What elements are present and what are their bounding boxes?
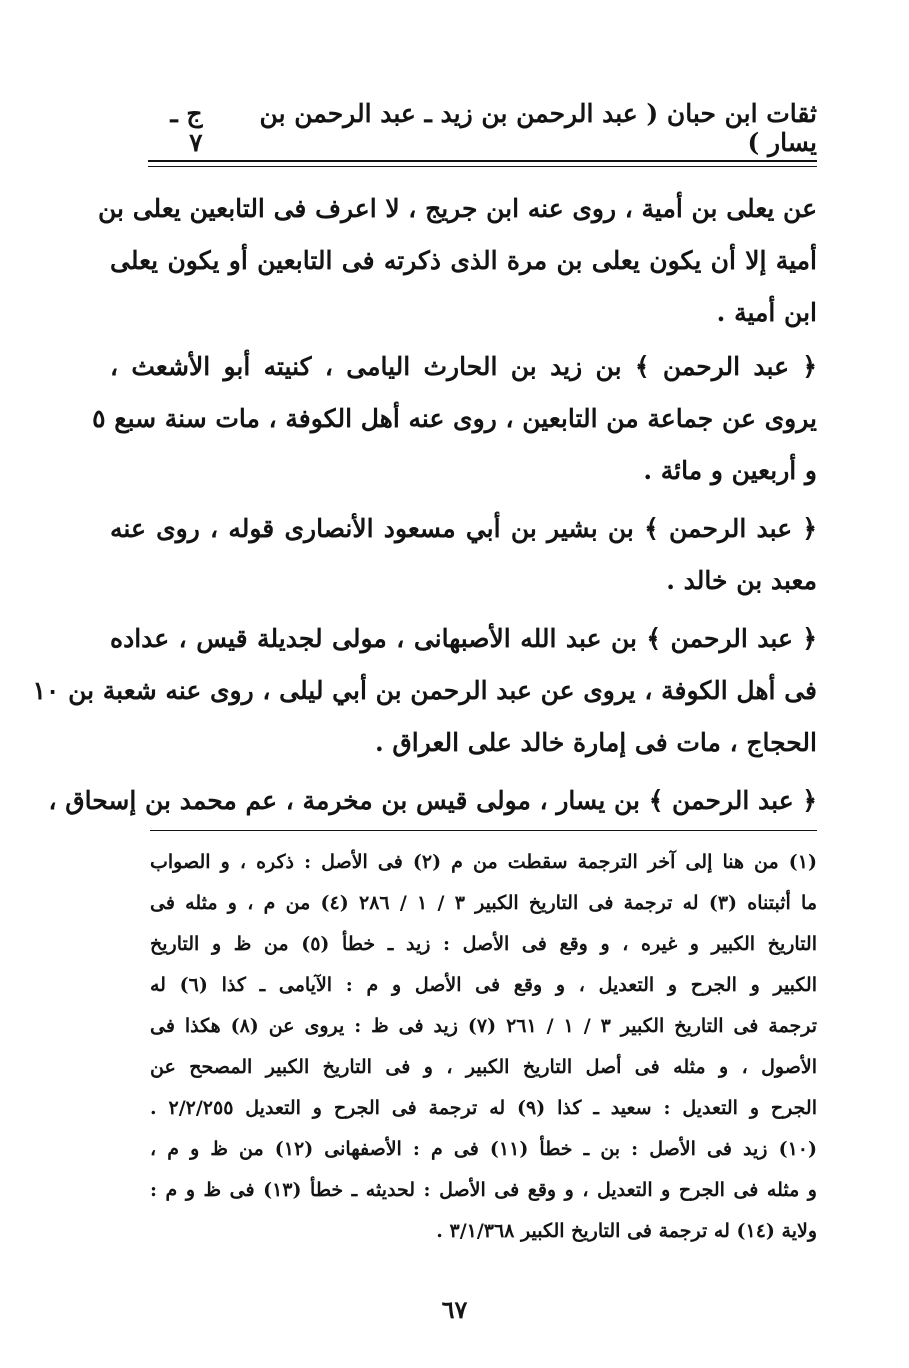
volume-indicator: ج ـ ٧: [170, 99, 203, 157]
body-line: ابن أمية .: [716, 298, 817, 327]
body-line: فى أهل الكوفة ، يروى عن عبد الرحمن بن أبي ليلى ، روى عنه شعبة بن ١٠: [32, 676, 817, 705]
body-line: الحجاج ، مات فى إمارة خالد على العراق .: [374, 728, 817, 757]
footnote-line: (١٠) زيد فى الأصل : بن ـ خطأ (١١) فى م : الأصفهانى (١٢) من ظ و م ،: [150, 1138, 817, 1160]
footnote-line: الأصول ، و مثله فى أصل التاريخ الكبير ، و فى التاريخ الكبير المصحح عن: [150, 1056, 817, 1078]
body-line: ﴿ عبد الرحمن ﴾ بن عبد الله الأصبهانى ، مولى لجديلة قيس ، عداده: [110, 624, 817, 653]
footnote-line: ما أثبتناه (٣) له ترجمة فى التاريخ الكبير ٣ / ١ / ٢٨٦ (٤) من م ، و مثله فى: [150, 892, 818, 914]
footnote-line: التاريخ الكبير و غيره ، و وقع فى الأصل : زيد ـ خطأ (٥) من ظ و التاريخ: [150, 933, 818, 955]
body-line: عن يعلى بن أمية ، روى عنه ابن جريج ، لا اعرف فى التابعين يعلى بن: [98, 194, 817, 223]
footnote-line: الكبير و الجرح و التعديل ، و وقع فى الأصل و م : الآيامى ـ كذا (٦) له: [150, 974, 817, 996]
body-line: أمية إلا أن يكون يعلى بن مرة الذى ذكرته فى التابعين أو يكون يعلى: [110, 246, 817, 275]
body-line: يروى عن جماعة من التابعين ، روى عنه أهل الكوفة ، مات سنة سبع ٥: [92, 404, 817, 433]
footnote-line: ولاية (١٤) له ترجمة فى التاريخ الكبير ٣/١/٣٦٨ .: [436, 1220, 817, 1242]
footnote-separator: [150, 830, 817, 831]
footnotes: [150, 842, 817, 1252]
page-number: ٦٧: [441, 1295, 468, 1324]
footnote-line: و مثله فى الجرح و التعديل ، و وقع فى الأصل : لحديثه ـ خطأ (١٣) فى ظ و م :: [150, 1179, 817, 1201]
main-text: [32, 183, 817, 827]
body-line: ﴿ عبد الرحمن ﴾ بن يسار ، مولى قيس بن مخرمة ، عم محمد بن إسحاق ،: [48, 786, 817, 815]
header-rule-thin: [148, 166, 817, 167]
body-line: ﴿ عبد الرحمن ﴾ بن بشير بن أبي مسعود الأنصارى قوله ، روى عنه: [110, 514, 817, 543]
header-rule-thick: [148, 160, 817, 162]
body-line: معبد بن خالد .: [666, 566, 817, 595]
footnote-line: الجرح و التعديل : سعيد ـ كذا (٩) له ترجمة فى الجرح و التعديل ٢/٢/٢٥٥ .: [150, 1097, 817, 1119]
body-line: ﴿ عبد الرحمن ﴾ بن زيد بن الحارث اليامى ، كنيته أبو الأشعث ،: [110, 352, 817, 381]
body-line: و أربعين و مائة .: [643, 456, 817, 485]
header-title: ثقات ابن حبان ( عبد الرحمن بن زيد ـ عبد الرحمن بن يسار ): [259, 99, 817, 157]
footnote-line: ترجمة فى التاريخ الكبير ٣ / ١ / ٢٦١ (٧) زيد فى ظ : يروى عن (٨) هكذا فى: [150, 1015, 818, 1037]
footnote-line: (١) من هنا إلى آخر الترجمة سقطت من م (٢) فى الأصل : ذكره ، و الصواب: [150, 851, 817, 873]
running-header: [150, 99, 817, 157]
